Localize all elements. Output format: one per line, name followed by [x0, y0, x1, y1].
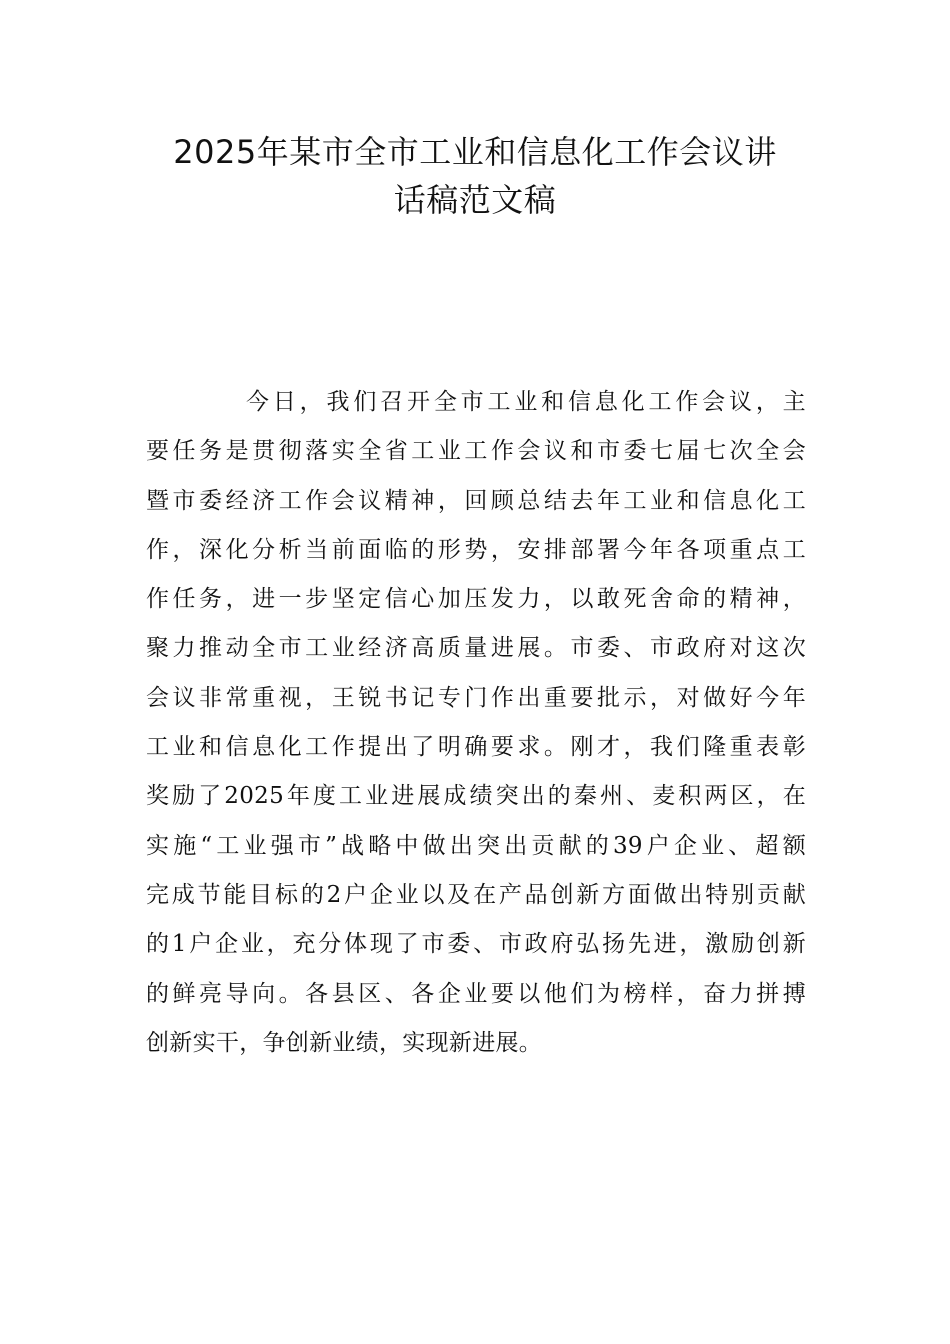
paragraph-line: 工业和信息化工作提出了明确要求。刚才，我们隆重表彰 — [146, 734, 806, 761]
paragraph-line: 暨市委经济工作会议精神，回顾总结去年工业和信息化工 — [146, 487, 806, 514]
paragraph-line: 会议非常重视，王锐书记专门作出重要批示，对做好今年 — [146, 684, 806, 711]
paragraph-line: 要任务是贯彻落实全省工业工作会议和市委七届七次全会 — [146, 438, 806, 465]
paragraph-line: 完成节能目标的2户企业以及在产品创新方面做出特别贡献 — [146, 881, 806, 908]
paragraph-line: 的鲜亮导向。各县区、各企业要以他们为榜样，奋力拼搏 — [146, 980, 806, 1007]
paragraph-line: 奖励了2025年度工业进展成绩突出的秦州、麦积两区，在 — [146, 783, 806, 810]
body-paragraph — [146, 378, 806, 1068]
paragraph-line: 聚力推动全市工业经济高质量进展。市委、市政府对这次 — [146, 635, 806, 662]
paragraph-line: 作，深化分析当前面临的形势，安排部署今年各项重点工 — [146, 536, 806, 563]
paragraph-line: 实施“工业强市”战略中做出突出贡献的39户企业、超额 — [146, 832, 806, 859]
paragraph-line: 创新实干，争创新业绩，实现新进展。 — [146, 1029, 543, 1056]
document-title — [130, 128, 820, 224]
paragraph-line: 的1户企业，充分体现了市委、市政府弘扬先进，激励创新 — [146, 931, 806, 958]
paragraph-line: 今日，我们召开全市工业和信息化工作会议，主 — [246, 389, 806, 415]
title-line: 话稿范文稿 — [393, 181, 557, 219]
paragraph-line: 作任务，进一步坚定信心加压发力，以敢死舍命的精神， — [146, 586, 806, 613]
title-line: 2025年某市全市工业和信息化工作会议讲 — [173, 133, 777, 171]
